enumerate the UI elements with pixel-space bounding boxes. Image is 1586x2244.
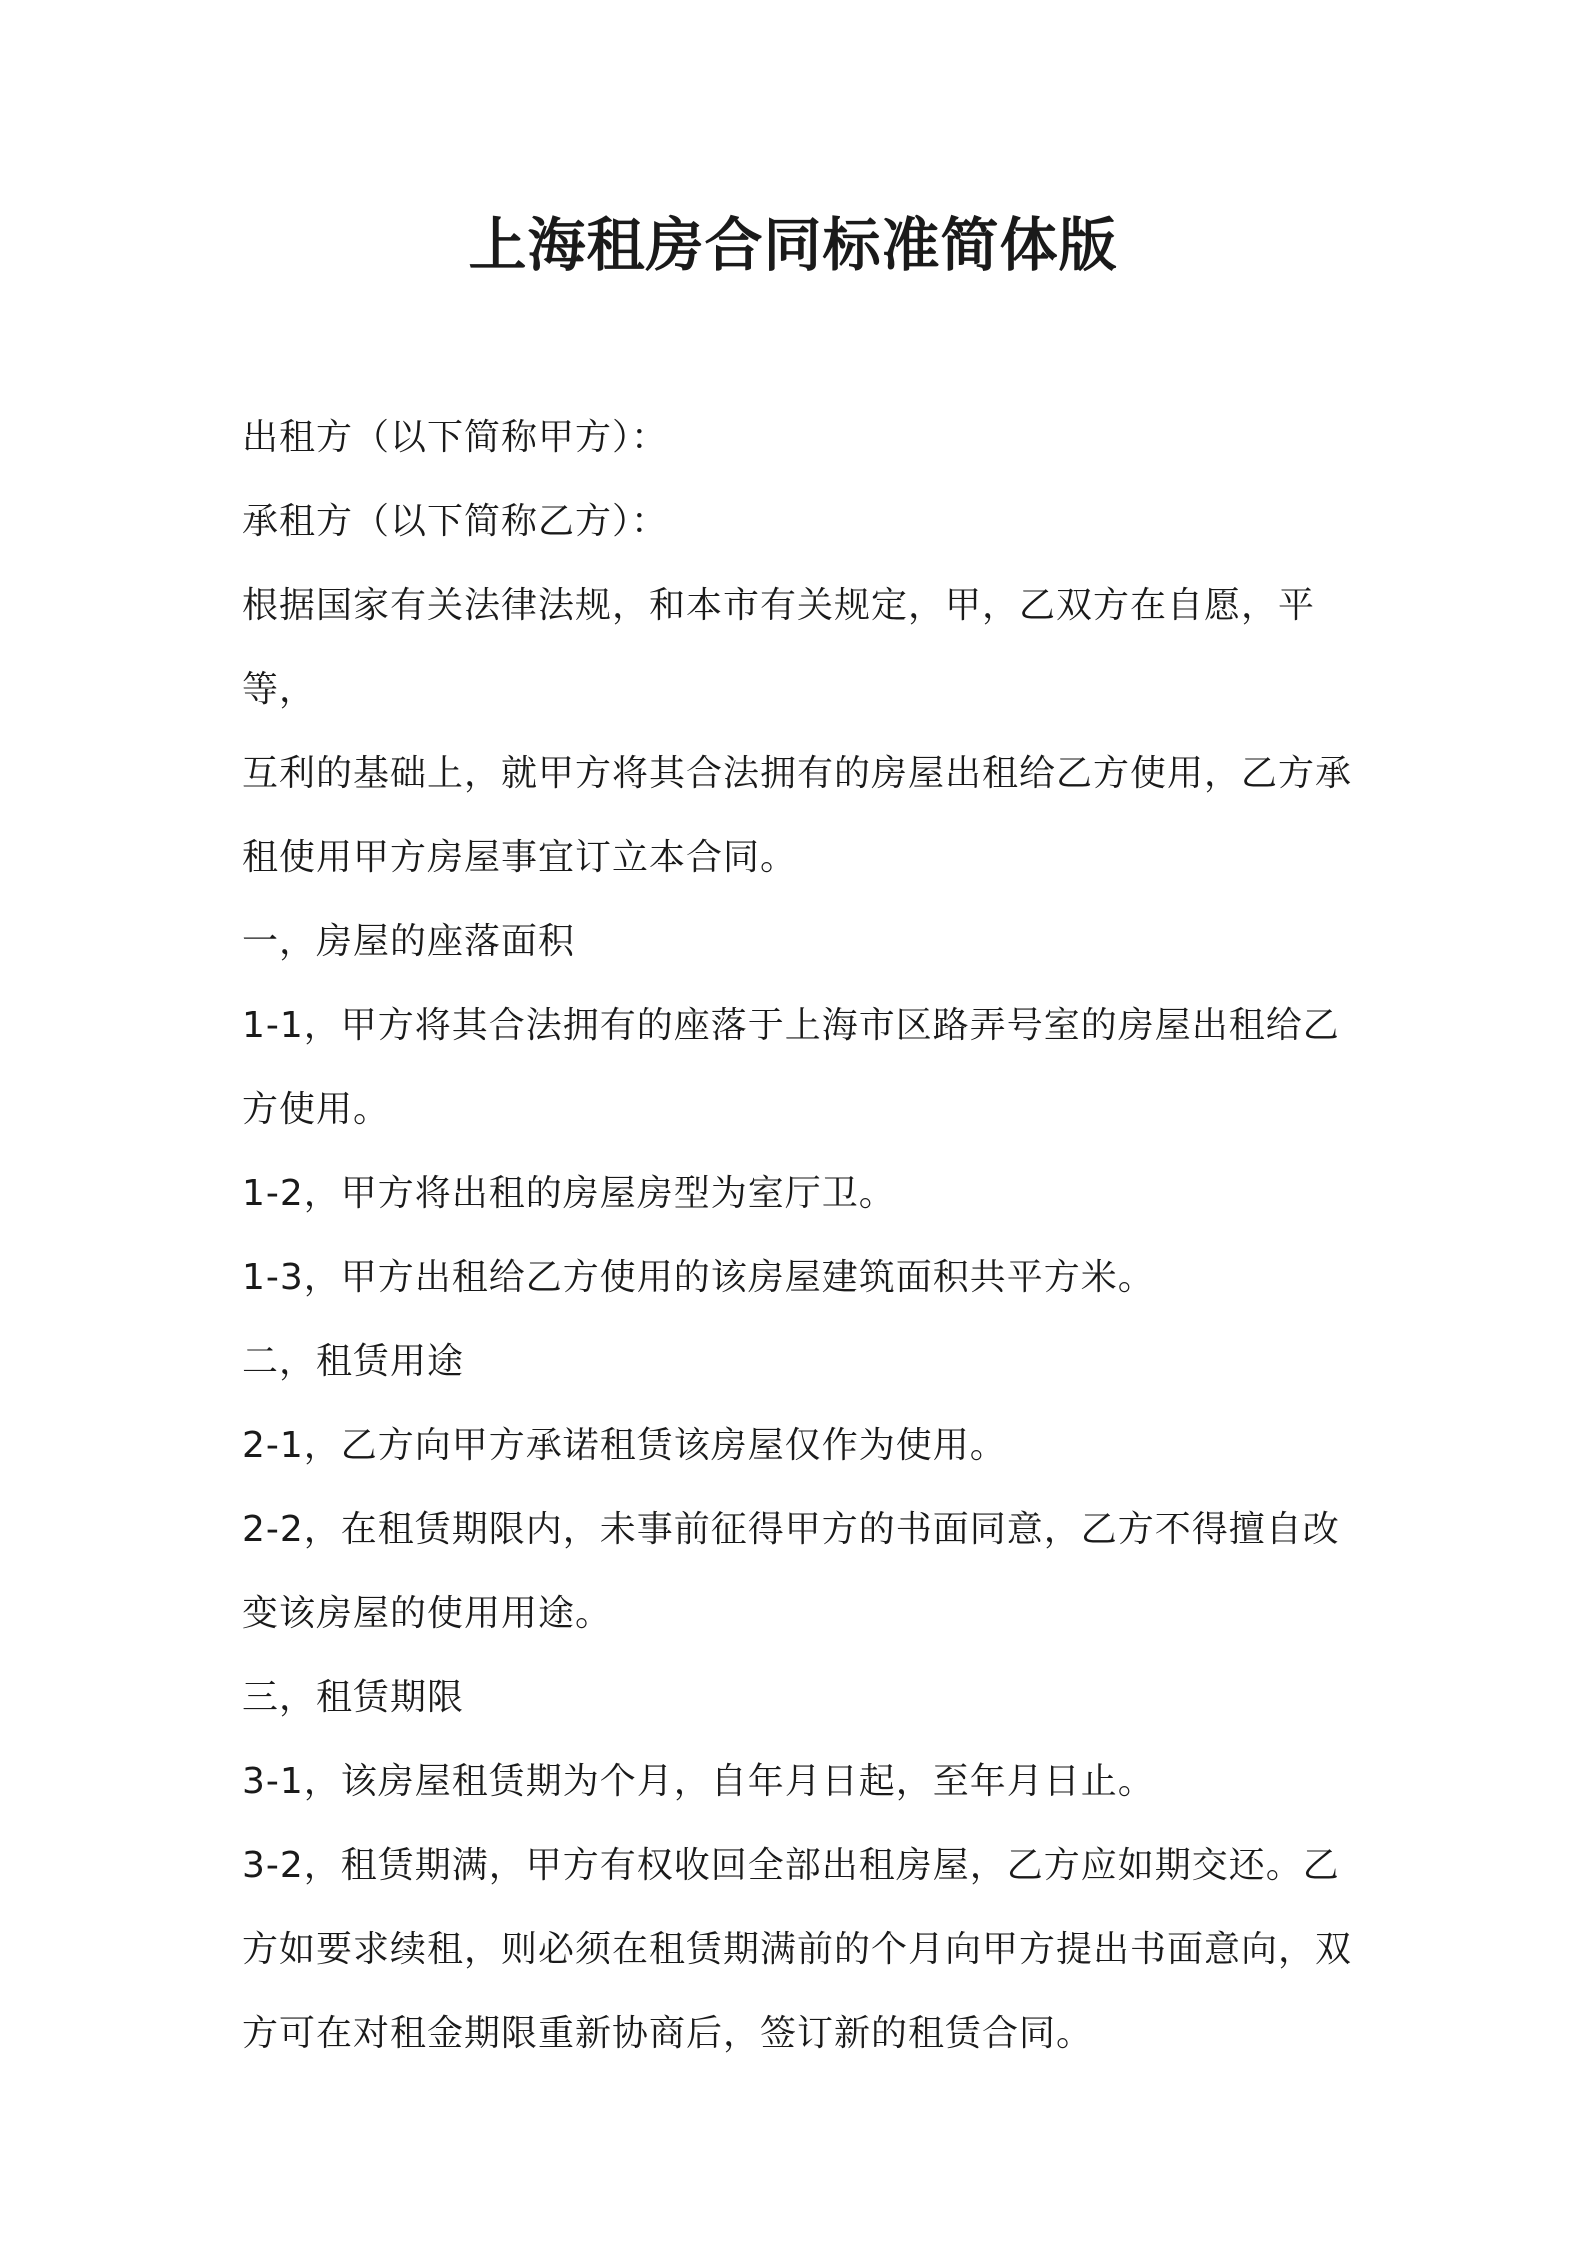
clause-line: 1-2，甲方将出租的房屋房型为室厅卫。 (242, 1173, 896, 1214)
clause-line: 方使用。 (242, 1089, 391, 1130)
document-title: 上海租房合同标准简体版 (468, 211, 1118, 279)
clause-line: 1-1，甲方将其合法拥有的座落于上海市区路弄号室的房屋出租给乙 (242, 1005, 1340, 1046)
preamble-line: 根据国家有关法律法规，和本市有关规定，甲，乙双方在自愿，平等， (242, 585, 1316, 710)
section-heading: 三，租赁期限 (242, 1677, 465, 1718)
clause-line: 3-1，该房屋租赁期为个月，自年月日起，至年月日止。 (242, 1761, 1155, 1802)
preamble-line: 租使用甲方房屋事宜订立本合同。 (242, 837, 798, 878)
lessor-line: 出租方（以下简称甲方）： (242, 417, 669, 458)
section-heading: 一，房屋的座落面积 (242, 921, 576, 962)
clause-line: 2-2，在租赁期限内，未事前征得甲方的书面同意，乙方不得擅自改 (242, 1509, 1340, 1550)
clause-line: 方如要求续租，则必须在租赁期满前的个月向甲方提出书面意向，双 (242, 1929, 1353, 1970)
section-heading: 二，租赁用途 (242, 1341, 465, 1382)
clause-line: 3-2，租赁期满，甲方有权收回全部出租房屋，乙方应如期交还。乙 (242, 1845, 1340, 1886)
clause-line: 1-3，甲方出租给乙方使用的该房屋建筑面积共平方米。 (242, 1257, 1155, 1298)
clause-line: 方可在对租金期限重新协商后，签订新的租赁合同。 (242, 2013, 1094, 2054)
preamble-line: 互利的基础上，就甲方将其合法拥有的房屋出租给乙方使用，乙方承 (242, 753, 1353, 794)
document-body (242, 396, 1352, 2076)
clause-line: 2-1，乙方向甲方承诺租赁该房屋仅作为使用。 (242, 1425, 1007, 1466)
lessee-line: 承租方（以下简称乙方）： (242, 501, 669, 542)
clause-line: 变该房屋的使用用途。 (242, 1593, 613, 1634)
